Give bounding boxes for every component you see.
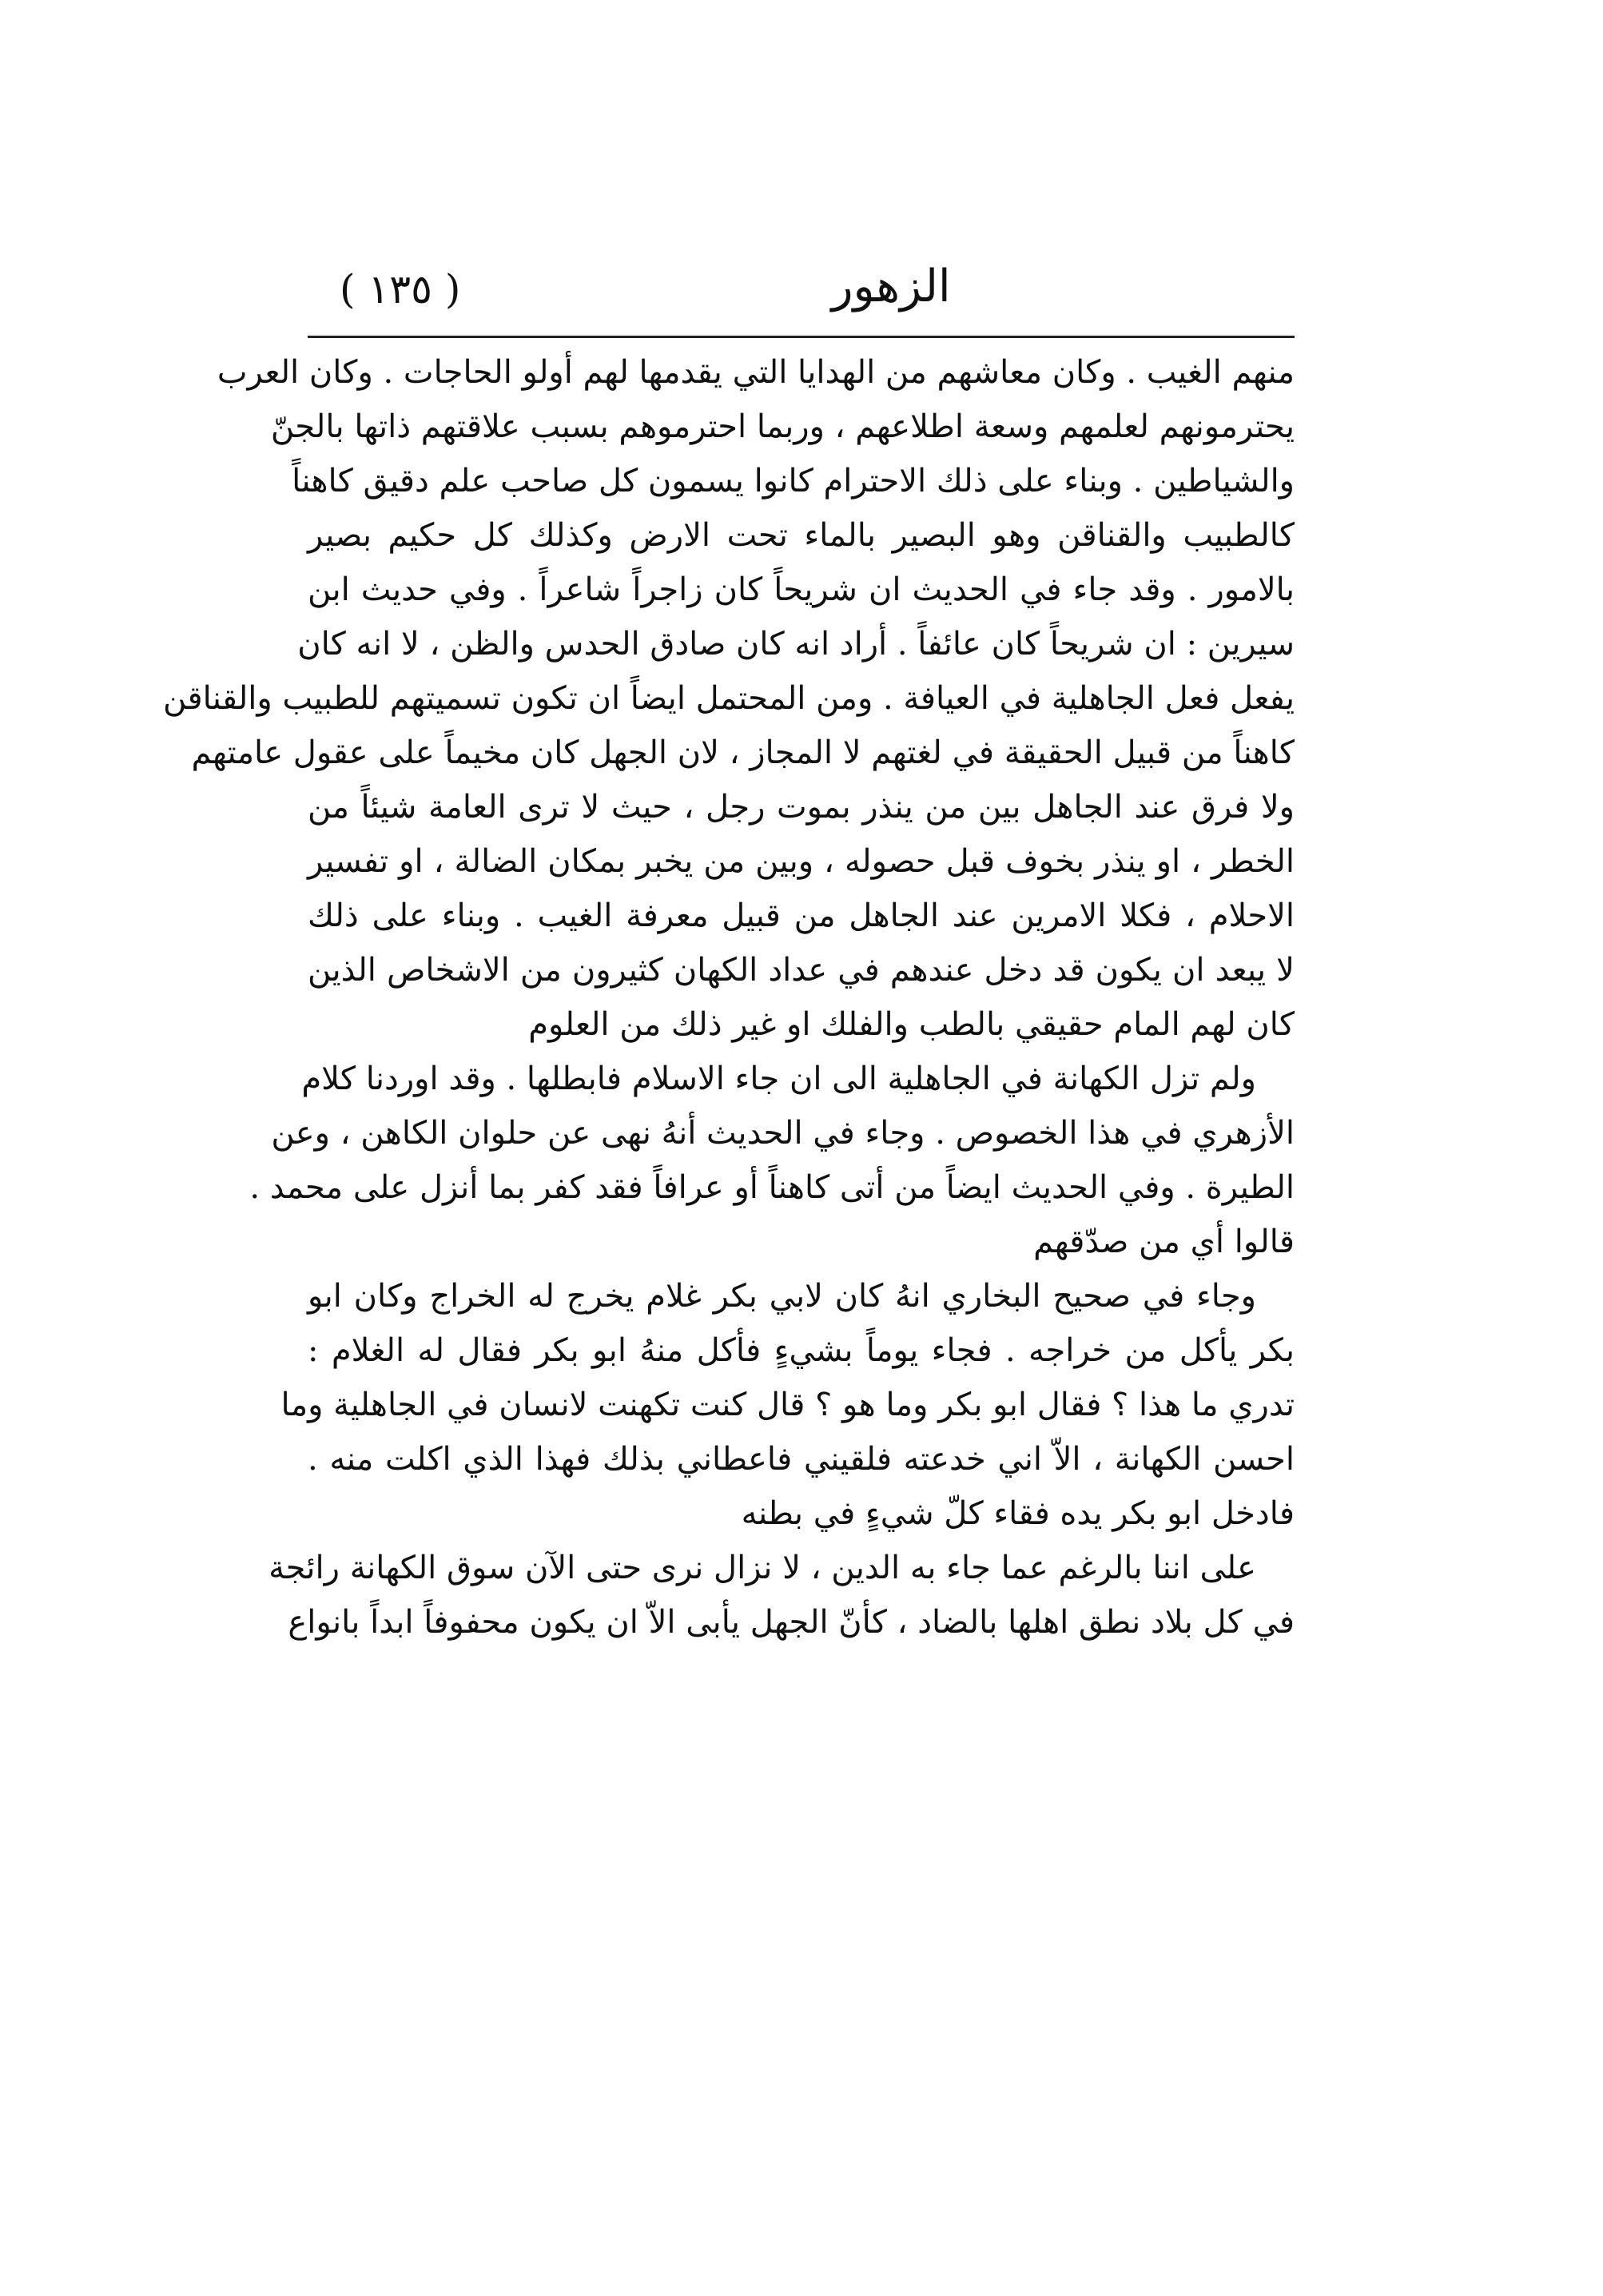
text-line: احسن الكهانة ، الاّ اني خدعته فلقيني فاعطاني بذلك فهذا الذي اكلت منه . — [308, 1441, 1295, 1478]
text-line: ولا فرق عند الجاهل بين من ينذر بموت رجل ، حيث لا ترى العامة شيئاً من — [308, 789, 1295, 826]
text-line: الخطر ، او ينذر بخوف قبل حصوله ، وبين من يخبر بمكان الضالة ، او تفسير — [308, 843, 1295, 880]
text-line: قالوا أي من صدّقهم — [1033, 1224, 1295, 1260]
text-line: سيرين : ان شريحاً كان عائفاً . أراد انه كان صادق الحدس والظن ، لا انه كان — [297, 626, 1295, 663]
text-line: ولم تزل الكهانة في الجاهلية الى ان جاء الاسلام فابطلها . وقد اوردنا كلام — [301, 1060, 1256, 1097]
text-line: الاحلام ، فكلا الامرين عند الجاهل من قبيل معرفة الغيب . وبناء على ذلك — [308, 897, 1295, 934]
text-line: منهم الغيب . وكان معاشهم من الهدايا التي يقدمها لهم أولو الحاجات . وكان العرب — [217, 354, 1295, 391]
text-line: والشياطين . وبناء على ذلك الاحترام كانوا يسمون كل صاحب علم دقيق كاهناً — [292, 463, 1295, 499]
running-title: الزهور — [831, 261, 951, 312]
text-line: كالطبيب والقناقن وهو البصير بالماء تحت الارض وكذلك كل حكيم بصير — [308, 517, 1295, 554]
page-header — [308, 254, 1295, 326]
text-line: بكر يأكل من خراجه . فجاء يوماً بشيءٍ فأكل منهُ ابو بكر فقال له الغلام : — [308, 1332, 1295, 1369]
text-line: وجاء في صحيح البخاري انهُ كان لابي بكر غلام يخرج له الخراج وكان ابو — [308, 1278, 1256, 1315]
text-line: بالامور . وقد جاء في الحديث ان شريحاً كان زاجراً شاعراً . وفي حديث ابن — [308, 571, 1295, 608]
text-line: في كل بلاد نطق اهلها بالضاد ، كأنّ الجهل يأبى الاّ ان يكون محفوفاً ابداً بانواع — [288, 1604, 1295, 1641]
text-line: فادخل ابو بكر يده فقاء كلّ شيءٍ في بطنه — [741, 1495, 1295, 1532]
text-line: الطيرة . وفي الحديث ايضاً من أتى كاهناً أو عرافاً فقد كفر بما أنزل على محمد . — [249, 1169, 1295, 1206]
body-text — [163, 345, 1295, 1649]
page-number: ( ١٣٥ ) — [340, 266, 461, 312]
text-line: كان لهم المام حقيقي بالطب والفلك او غير ذلك من العلوم — [528, 1006, 1295, 1043]
text-line: يفعل فعل الجاهلية في العيافة . ومن المحتمل ايضاً ان تكون تسميتهم للطبيب والقناقن — [163, 680, 1295, 717]
text-line: لا يبعد ان يكون قد دخل عندهم في عداد الكهان كثيرون من الاشخاص الذين — [308, 952, 1295, 989]
text-line: الأزهري في هذا الخصوص . وجاء في الحديث أنهُ نهى عن حلوان الكاهن ، وعن — [271, 1115, 1295, 1152]
header-divider — [308, 336, 1295, 338]
text-line: تدري ما هذا ؟ فقال ابو بكر وما هو ؟ قال كنت تكهنت لانسان في الجاهلية وما — [280, 1387, 1295, 1423]
text-line: يحترمونهم لعلمهم وسعة اطلاعهم ، وربما احترموهم بسبب علاقتهم ذاتها بالجنّ — [270, 408, 1295, 445]
text-line: كاهناً من قبيل الحقيقة في لغتهم لا المجاز ، لان الجهل كان مخيماً على عقول عامتهم — [191, 734, 1295, 771]
text-line: على اننا بالرغم عما جاء به الدين ، لا نزال نرى حتى الآن سوق الكهانة رائجة — [268, 1550, 1256, 1586]
